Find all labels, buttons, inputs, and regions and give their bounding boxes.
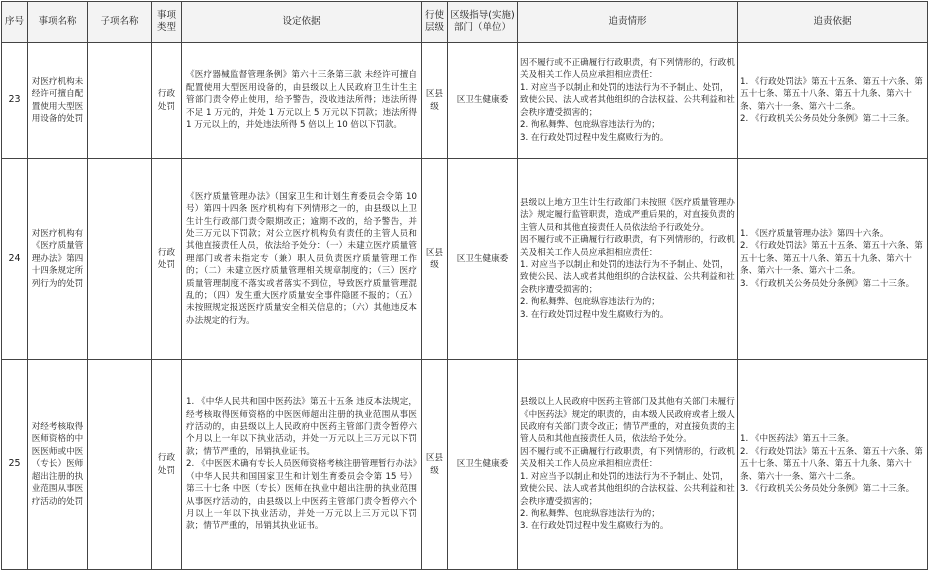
cell-item-name: 对经考核取得医师资格的中医医师或中医（专长）医师超出注册的执业范围从事医疗活动的处罚 xyxy=(28,360,88,570)
cell-item-type: 行政处罚 xyxy=(152,43,182,159)
cell-item-type: 行政处罚 xyxy=(152,360,182,570)
cell-basis: 《医疗质量管理办法》（国家卫生和计划生育委员会令第 10 号）第四十四条 医疗机构有下列情形之一的，由县级以上卫生计生行政部门责令限期改正；逾期不改的，给予警告，并处三万元以下罚款；对公立医疗机构负有责任的主管人员和其他直接责任人员，依法给予处分：（一）未建立医疗质量管理部门或者未指定专（兼）职人员负责医疗质量管理工作的；（二）未建立医疗质量管理相关规章制度的；（三）医疗质量管理制度不落实或者落实不到位，导致医疗质量管理混乱的；（四）发生重大医疗质量安全事件隐匿不报的；（五）未按照规定报送医疗质量安全相关信息的；（六）其他违反本办法规定的行为。 xyxy=(182,159,422,360)
cell-exercise-level: 区县级 xyxy=(422,159,448,360)
cell-sub-item-name xyxy=(88,360,152,570)
cell-exercise-level: 区县级 xyxy=(422,360,448,570)
cell-seq: 25 xyxy=(2,360,28,570)
cell-item-name: 对医疗机构有《医疗质量管理办法》第四十四条规定所列行为的处罚 xyxy=(28,159,88,360)
cell-department: 区卫生健康委 xyxy=(448,159,518,360)
cell-sub-item-name xyxy=(88,159,152,360)
cell-accountability-basis: 1. 《医疗质量管理办法》第四十六条。 2. 《行政处罚法》第五十五条、第五十六条、第五十七条、第五十八条、第五十九条、第六十条、第六十一条、第六十二条。 3. 《行政机关公务员处分条例》第二十三条。 xyxy=(738,159,928,360)
cell-basis: 1. 《中华人民共和国中医药法》第五十五条 违反本法规定，经考核取得医师资格的中医医师超出注册的执业范围从事医疗活动的，由县级以上人民政府中医药主管部门责令暂停六个月以上一年以下执业活动，并处一万元以上三万元以下罚款；情节严重的，吊销执业证书。 2. 《中医医术确有专长人员医师资格考核注册管理暂行办法》（中华人民共和国国家卫生和计划生育委员会令第 15 号）第三十七条 中医（专长）医师在执业中超出注册的执业范围从事医疗活动的，由县级以上中医药主管部门责令暂停六个月以上一年以下执业活动，并处一万元以上三万元以下罚款；情节严重的，吊销其执业证书。 xyxy=(182,360,422,570)
header-sub-item-name: 子项名称 xyxy=(88,2,152,43)
cell-sub-item-name xyxy=(88,43,152,159)
cell-accountability-basis: 1. 《行政处罚法》第五十五条、第五十六条、第五十七条、第五十八条、第五十九条、第六十条、第六十一条、第六十二条。 2. 《行政机关公务员处分条例》第二十三条。 xyxy=(738,43,928,159)
cell-item-name: 对医疗机构未经许可擅自配置使用大型医用设备的处罚 xyxy=(28,43,88,159)
header-department: 区级指导(实施)部门（单位） xyxy=(448,2,518,43)
cell-department: 区卫生健康委 xyxy=(448,360,518,570)
accountability-table xyxy=(1,1,928,570)
cell-accountability-cases: 县级以上人民政府中医药主管部门及其他有关部门未履行《中医药法》规定的职责的，由本级人民政府或者上级人民政府有关部门责令改正；情节严重的，对直接负责的主管人员和其他直接责任人员，依法给予处分。 因不履行或不正确履行行政职责，有下列情形的，行政机关及相关工作人员应承担相应责任： 1. 对应当予以制止和处罚的违法行为不予制止、处罚，致使公民、法人或者其他组织的合法权益、公共利益和社会秩序遭受损害的； 2. 徇私舞弊、包庇纵容违法行为的； 3. 在行政处罚过程中发生腐败行为的。 xyxy=(518,360,738,570)
cell-accountability-basis: 1. 《中医药法》第五十三条。 2. 《行政处罚法》第五十五条、第五十六条、第五十七条、第五十八条、第五十九条、第六十条、第六十一条、第六十二条。 3. 《行政机关公务员处分条例》第二十三条。 xyxy=(738,360,928,570)
cell-accountability-cases: 因不履行或不正确履行行政职责，有下列情形的，行政机关及相关工作人员应承担相应责任： 1. 对应当予以制止和处罚的违法行为不予制止、处罚，致使公民、法人或者其他组织的合法权益、公共利益和社会秩序遭受损害的； 2. 徇私舞弊、包庇纵容违法行为的； 3. 在行政处罚过程中发生腐败行为的。 xyxy=(518,43,738,159)
header-item-name: 事项名称 xyxy=(28,2,88,43)
cell-seq: 24 xyxy=(2,159,28,360)
cell-exercise-level: 区县级 xyxy=(422,43,448,159)
cell-accountability-cases: 县级以上地方卫生计生行政部门未按照《医疗质量管理办法》规定履行监管职责，造成严重后果的，对直接负责的主管人员和其他直接责任人员依法给予行政处分。 因不履行或不正确履行行政职责，有下列情形的，行政机关及相关工作人员应承担相应责任： 1. 对应当予以制止和处罚的违法行为不予制止、处罚，致使公民、法人或者其他组织的合法权益、公共利益和社会秩序遭受损害的； 2. 徇私舞弊、包庇纵容违法行为的； 3. 在行政处罚过程中发生腐败行为的。 xyxy=(518,159,738,360)
table-row xyxy=(2,43,928,159)
header-exercise-level: 行使层级 xyxy=(422,2,448,43)
cell-basis: 《医疗器械监督管理条例》第六十三条第三款 未经许可擅自配置使用大型医用设备的，由县级以上人民政府卫生计生主管部门责令停止使用，给予警告，没收违法所得；违法所得不足 1 万元的，并处 1 万元以上 5 万元以下罚款；违法所得 1 万元以上的，并处违法所得 5 倍以上 10 倍以下罚款。 xyxy=(182,43,422,159)
header-seq: 序号 xyxy=(2,2,28,43)
table-row xyxy=(2,360,928,570)
cell-department: 区卫生健康委 xyxy=(448,43,518,159)
header-accountability-basis: 追责依据 xyxy=(738,2,928,43)
header-item-type: 事项类型 xyxy=(152,2,182,43)
table-row xyxy=(2,159,928,360)
cell-item-type: 行政处罚 xyxy=(152,159,182,360)
table-header-row xyxy=(2,2,928,43)
header-basis: 设定依据 xyxy=(182,2,422,43)
cell-seq: 23 xyxy=(2,43,28,159)
header-accountability-cases: 追责情形 xyxy=(518,2,738,43)
